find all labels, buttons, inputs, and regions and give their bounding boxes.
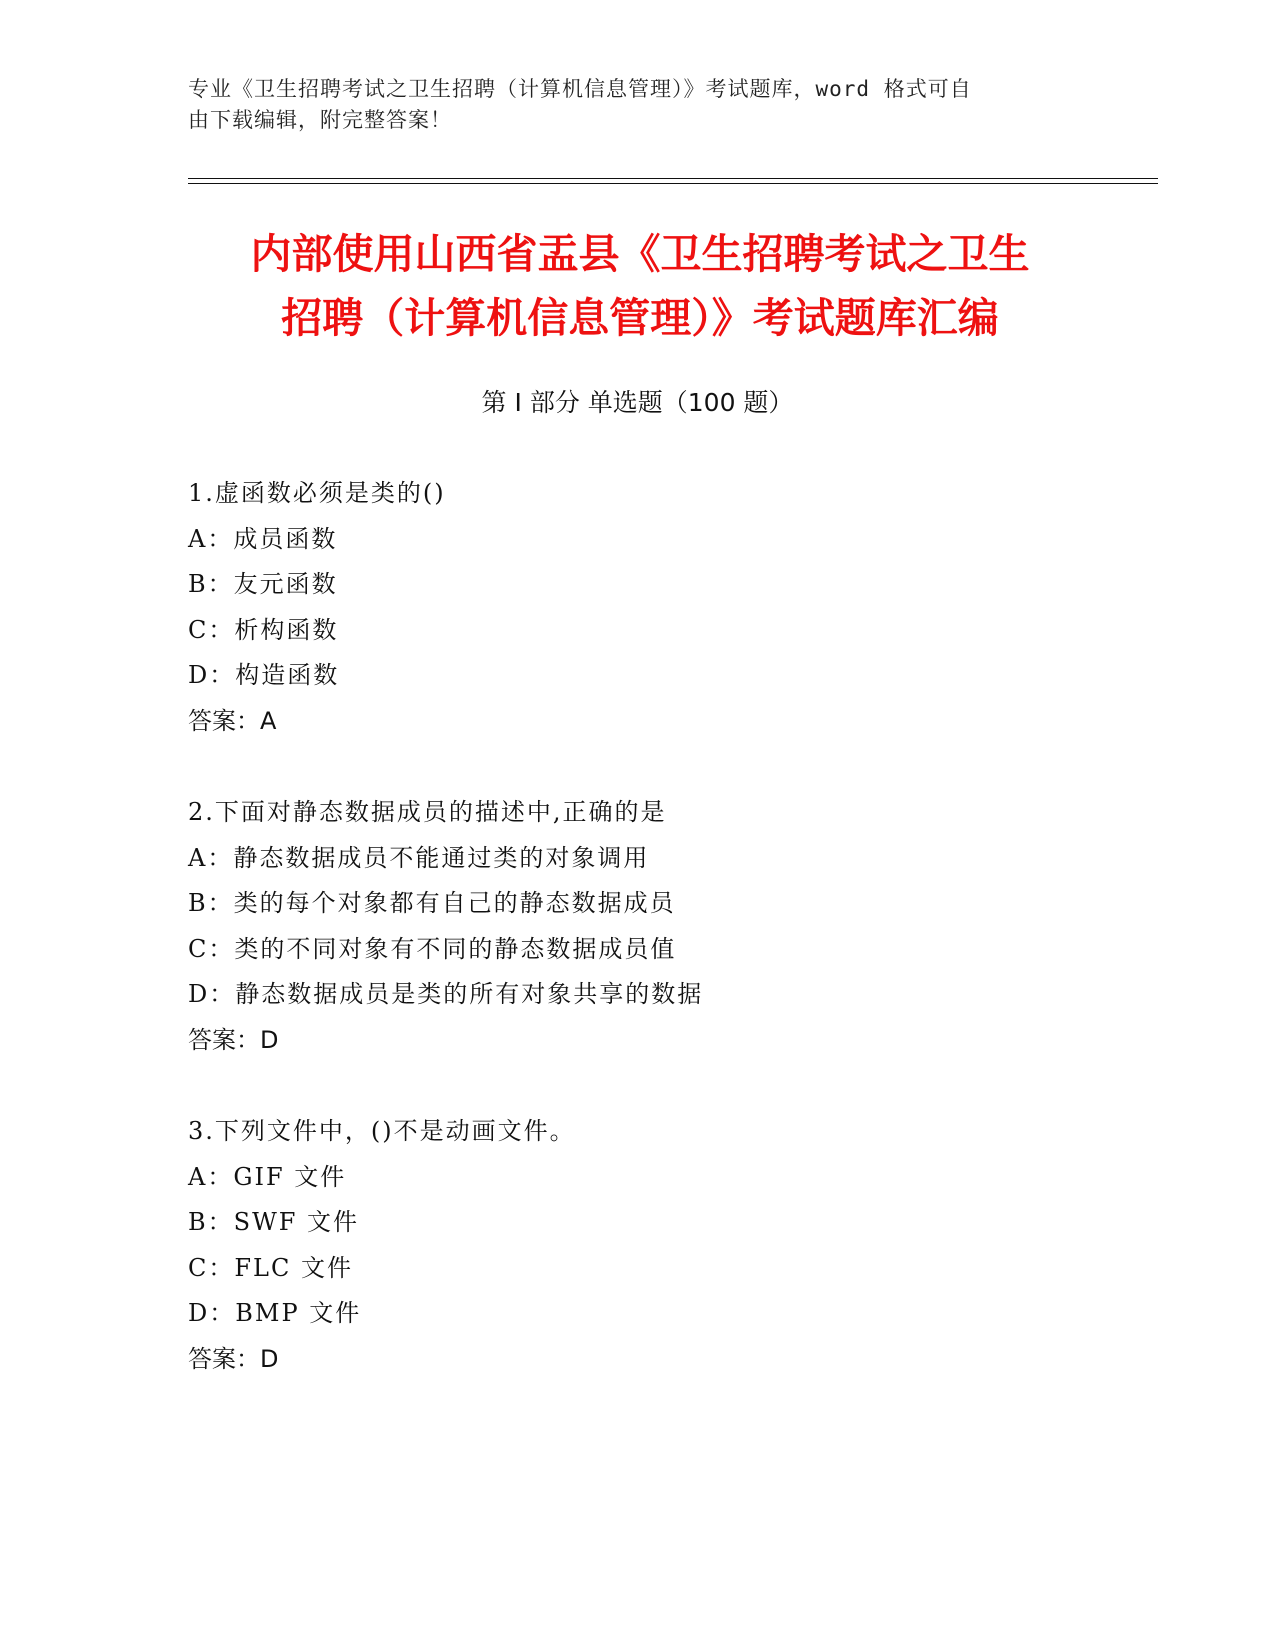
document-title-line-1: 内部使用山西省盂县《卫生招聘考试之卫生	[250, 230, 1030, 278]
answer-label: 答案：D	[188, 1344, 279, 1373]
header-divider-bottom	[188, 183, 1158, 184]
option-c: C：类的不同对象有不同的静态数据成员值	[188, 934, 677, 963]
option-c: C：FLC 文件	[188, 1253, 353, 1282]
option-c: C：析构函数	[188, 615, 339, 644]
question-1	[188, 471, 1088, 744]
option-d: D：构造函数	[188, 661, 340, 689]
question-2	[188, 790, 1088, 1063]
document-title-line-2: 招聘（计算机信息管理）》考试题库汇编	[281, 294, 999, 342]
section-heading: 第 I 部分 单选题（100 题）	[481, 388, 794, 417]
answer-label: 答案：A	[188, 706, 277, 735]
option-b: B：SWF 文件	[188, 1208, 360, 1236]
question-stem: 2.下面对静态数据成员的描述中,正确的是	[188, 798, 667, 826]
option-a: A：静态数据成员不能通过类的对象调用	[188, 843, 650, 872]
header-note	[188, 74, 1068, 136]
answer-label: 答案：D	[188, 1025, 279, 1054]
option-b: B：友元函数	[188, 570, 338, 598]
header-note-line-1: 专业《卫生招聘考试之卫生招聘（计算机信息管理）》考试题库，word 格式可自	[188, 77, 972, 101]
option-d: D：BMP 文件	[188, 1299, 362, 1327]
option-d: D：静态数据成员是类的所有对象共享的数据	[188, 980, 704, 1008]
header-divider-top	[188, 178, 1158, 179]
document-title	[170, 222, 1110, 350]
header-note-line-2: 由下载编辑，附完整答案！	[188, 108, 452, 132]
option-a: A：GIF 文件	[188, 1162, 347, 1191]
question-stem: 3.下列文件中，()不是动画文件。	[188, 1117, 576, 1145]
option-b: B：类的每个对象都有自己的静态数据成员	[188, 889, 676, 917]
question-stem: 1.虚函数必须是类的()	[188, 479, 446, 507]
option-a: A：成员函数	[188, 524, 338, 553]
question-3	[188, 1109, 1088, 1382]
